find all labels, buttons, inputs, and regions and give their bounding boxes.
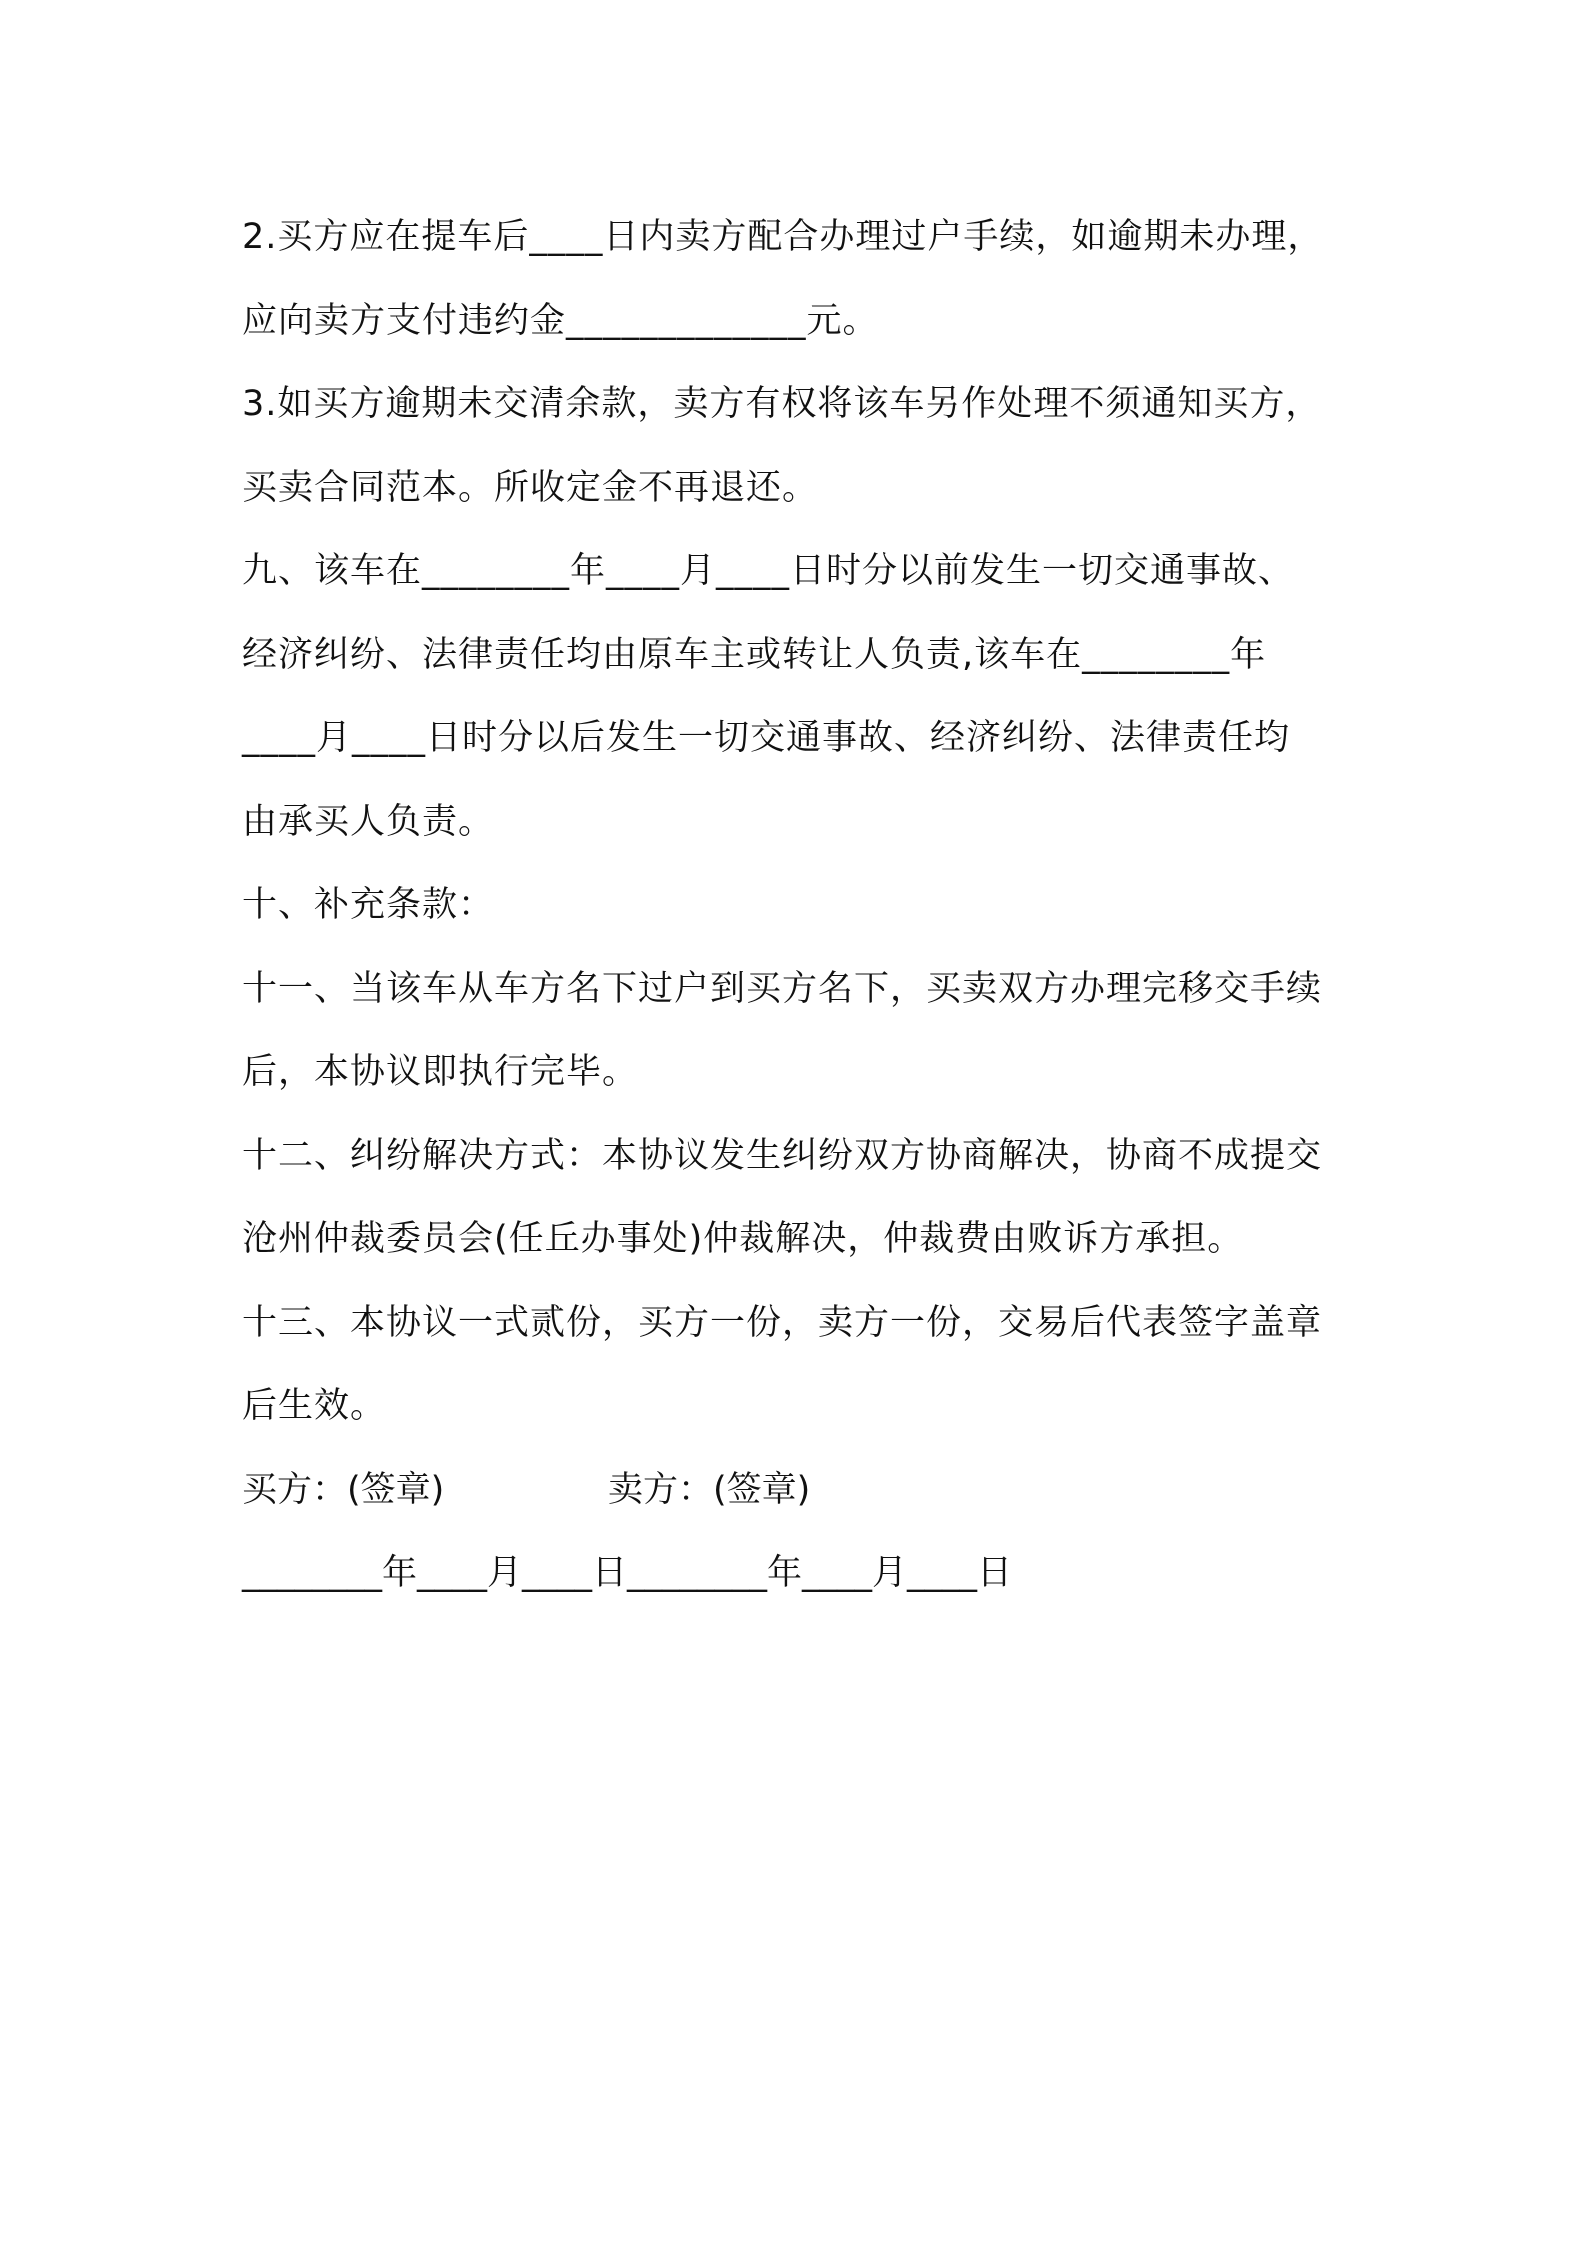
article-10: 十、补充条款： bbox=[242, 885, 495, 925]
seller-signature-label: 卖方：(签章) bbox=[608, 1469, 811, 1510]
clause-2-line-2: 应向卖方支付违约金_____________元。 bbox=[242, 300, 879, 341]
article-9-line-3: ____月____日时分以后发生一切交通事故、经济纠纷、法律责任均 bbox=[242, 718, 1291, 758]
article-9-line-1: 九、该车在________年____月____日时分以前发生一切交通事故、 bbox=[242, 551, 1295, 591]
article-12-line-2: 沧州仲裁委员会(任丘办事处)仲裁解决，仲裁费由败诉方承担。 bbox=[242, 1219, 1244, 1259]
article-11-line-2: 后，本协议即执行完毕。 bbox=[242, 1052, 639, 1092]
signature-row bbox=[242, 1449, 1357, 1533]
clause-2-line-1: 2.买方应在提车后____日内卖方配合办理过户手续，如逾期未办理， bbox=[242, 217, 1324, 257]
article-9-line-2: 经济纠纷、法律责任均由原车主或转让人负责,该车在________年 bbox=[242, 634, 1267, 675]
article-13-line-2: 后生效。 bbox=[242, 1386, 387, 1426]
article-11-line-1: 十一、当该车从车方名下过户到买方名下，买卖双方办理完移交手续 bbox=[242, 968, 1323, 1009]
buyer-signature-label: 买方：(签章) bbox=[242, 1469, 445, 1510]
clause-3-line-1: 3.如买方逾期未交清余款，卖方有权将该车另作处理不须通知买方， bbox=[242, 384, 1322, 424]
article-13-line-1: 十三、本协议一式贰份，买方一份，卖方一份，交易后代表签字盖章 bbox=[242, 1302, 1323, 1343]
article-9-line-4: 由承买人负责。 bbox=[242, 801, 495, 842]
article-12-line-1: 十二、纠纷解决方式：本协议发生纠纷双方协商解决，协商不成提交 bbox=[242, 1135, 1323, 1176]
signature-date-line: ________年____月____日________年____月____日 bbox=[242, 1553, 1013, 1593]
document-body bbox=[242, 196, 1357, 1616]
clause-3-line-2: 买卖合同范本。所收定金不再退还。 bbox=[242, 467, 819, 508]
